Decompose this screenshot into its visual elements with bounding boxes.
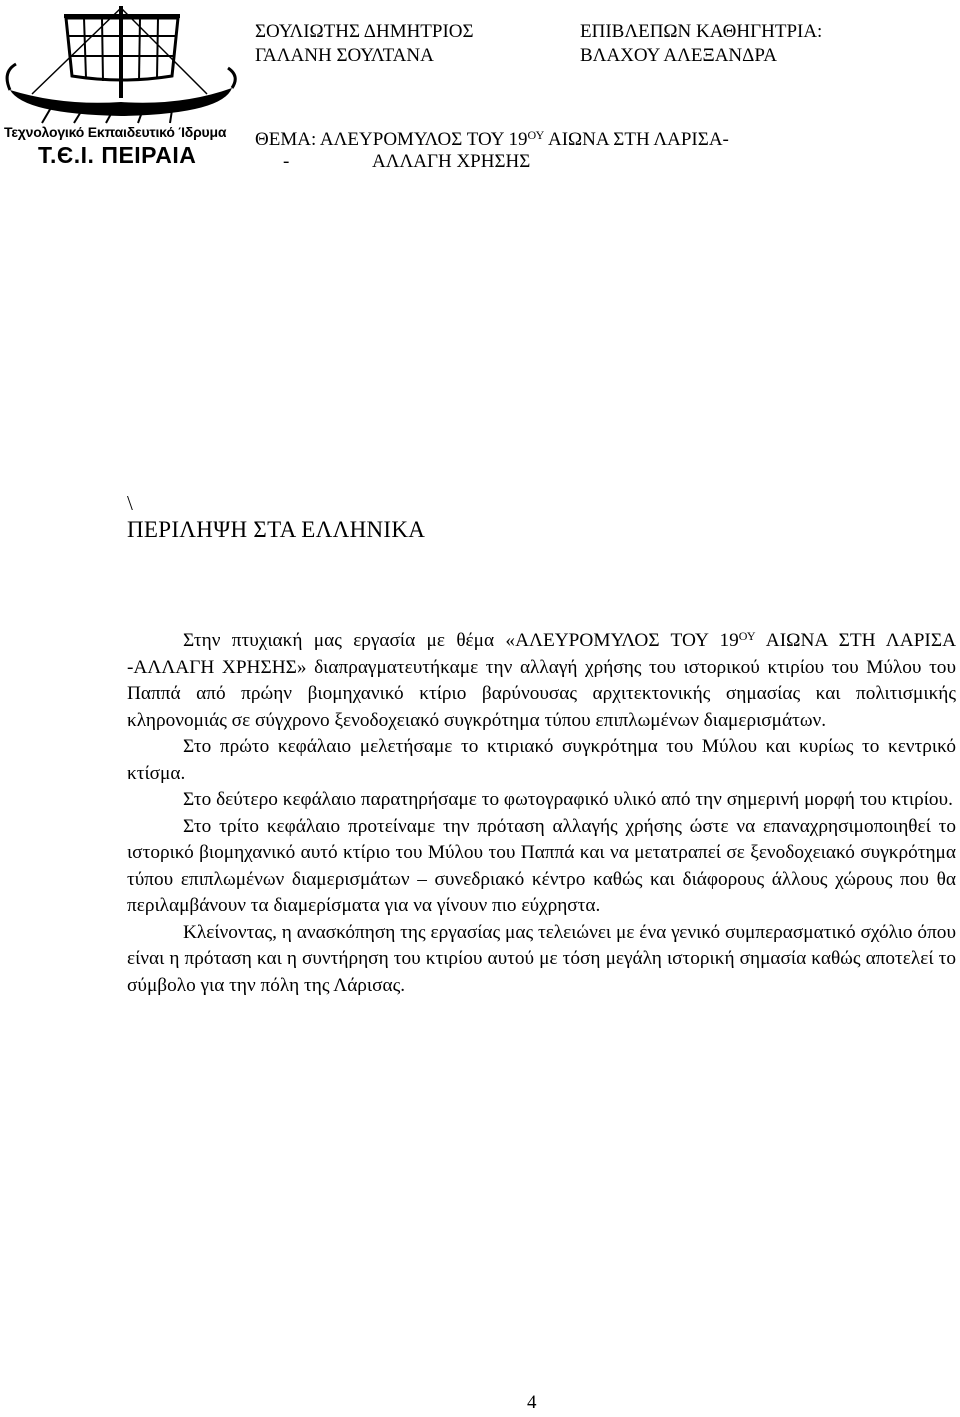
thesis-topic-suffix: ΑΙΩΝΑ ΣΤΗ ΛΑΡΙΣΑ- (544, 129, 729, 150)
thesis-topic-prefix: ΘΕΜΑ: ΑΛΕΥΡΟΜΥΛΟΣ ΤΟΥ 19 (255, 129, 528, 150)
supervisor-label: ΕΠΙΒΛΕΠΩΝ ΚΑΘΗΓΗΤΡΙΑ: (580, 21, 823, 42)
author-name-1: ΣΟΥΛΙΩΤΗΣ ΔΗΜΗΤΡΙΟΣ (255, 21, 474, 42)
paragraph-2: Στο πρώτο κεφάλαιο μελετήσαμε το κτιριακό συγκρότημα του Μύλου και κυρίως το κεντρικό κτίσμα. (127, 736, 956, 784)
logo-institution-text: Τεχνολογικό Εκπαιδευτικό Ίδρυμα (4, 124, 227, 140)
logo-name-text: Τ.Є.Ι. ΠΕΙΡΑΙΑ (38, 142, 197, 168)
paragraph-5: Κλείνοντας, η ανασκόπηση της εργασίας μας τελειώνει με ένα γενικό συμπερασματικό σχόλιο όπου είναι η πρόταση και η συντήρηση του κτιρίου αυτού με τόση μεγάλη ιστορική σημασία καθώς αποτελεί το σύμβολο για την πόλη της Λάρισας. (127, 921, 956, 996)
stray-backslash: \ (127, 491, 133, 515)
thesis-topic (255, 128, 729, 152)
section-title: ΠΕΡΙΛΗΨΗ ΣΤΑ ΕΛΛΗΝΙΚΑ (127, 517, 426, 542)
supervisor-name: ΒΛΑΧΟΥ ΑΛΕΞΑΝΔΡΑ (580, 45, 777, 66)
thesis-topic-dash: - (283, 151, 290, 172)
page-number: 4 (527, 1392, 537, 1413)
paragraph-1-superscript: ΟΥ (738, 629, 756, 643)
sailing-ship-logo-icon (2, 2, 240, 124)
paragraph-1-rest: ΑΙΩΝΑ ΣΤΗ ΛΑΡΙΣΑ -ΑΛΛΑΓΗ ΧΡΗΣΗΣ» διαπραγματευτήκαμε την αλλαγή χρήσης του ιστορικού κτιρίου του Μύλου του Παππά από πρώην βιομηχανικό κτίριο βαρύνουσας αρχιτεκτονικής σημασίας και πολιτισμικής κληρονομιάς σε σύγχρονο ξενοδοχειακό συγκρότημα τύπου επιπλωμένων διαμερισμάτων. (127, 630, 956, 731)
paragraph-1 (127, 628, 956, 734)
paragraph-1-start: Στην πτυχιακή μας εργασία με θέμα «ΑΛΕΥΡΟΜΥΛΟΣ ΤΟΥ 19 (183, 630, 739, 651)
paragraph-4: Στο τρίτο κεφάλαιο προτείναμε την πρόταση αλλαγής χρήσης ώστε να επαναχρησιμοποιηθεί το ιστορικό βιομηχανικό αυτό κτίριο του Μύλου του Παππά και να μετατραπεί σε ξενοδοχειακό συγκρότημα τύπου επιπλωμένων διαμερισμάτων – συνεδριακό κέντρο καθώς και διάφορους άλλους χώρους που θα περιλαμβάνουν τα διαμερίσματα για να γίνουν πιο εύχρηστα. (127, 815, 956, 916)
paragraph-3: Στο δεύτερο κεφάλαιο παρατηρήσαμε το φωτογραφικό υλικό από την σημερινή μορφή του κτιρίου. (183, 789, 953, 810)
author-name-2: ΓΑΛΑΝΗ ΣΟΥΛΤΑΝΑ (255, 45, 434, 66)
thesis-topic-line2: ΑΛΛΑΓΗ ΧΡΗΣΗΣ (372, 151, 531, 172)
thesis-topic-superscript: ΟΥ (527, 128, 545, 142)
abstract-body (127, 628, 956, 999)
